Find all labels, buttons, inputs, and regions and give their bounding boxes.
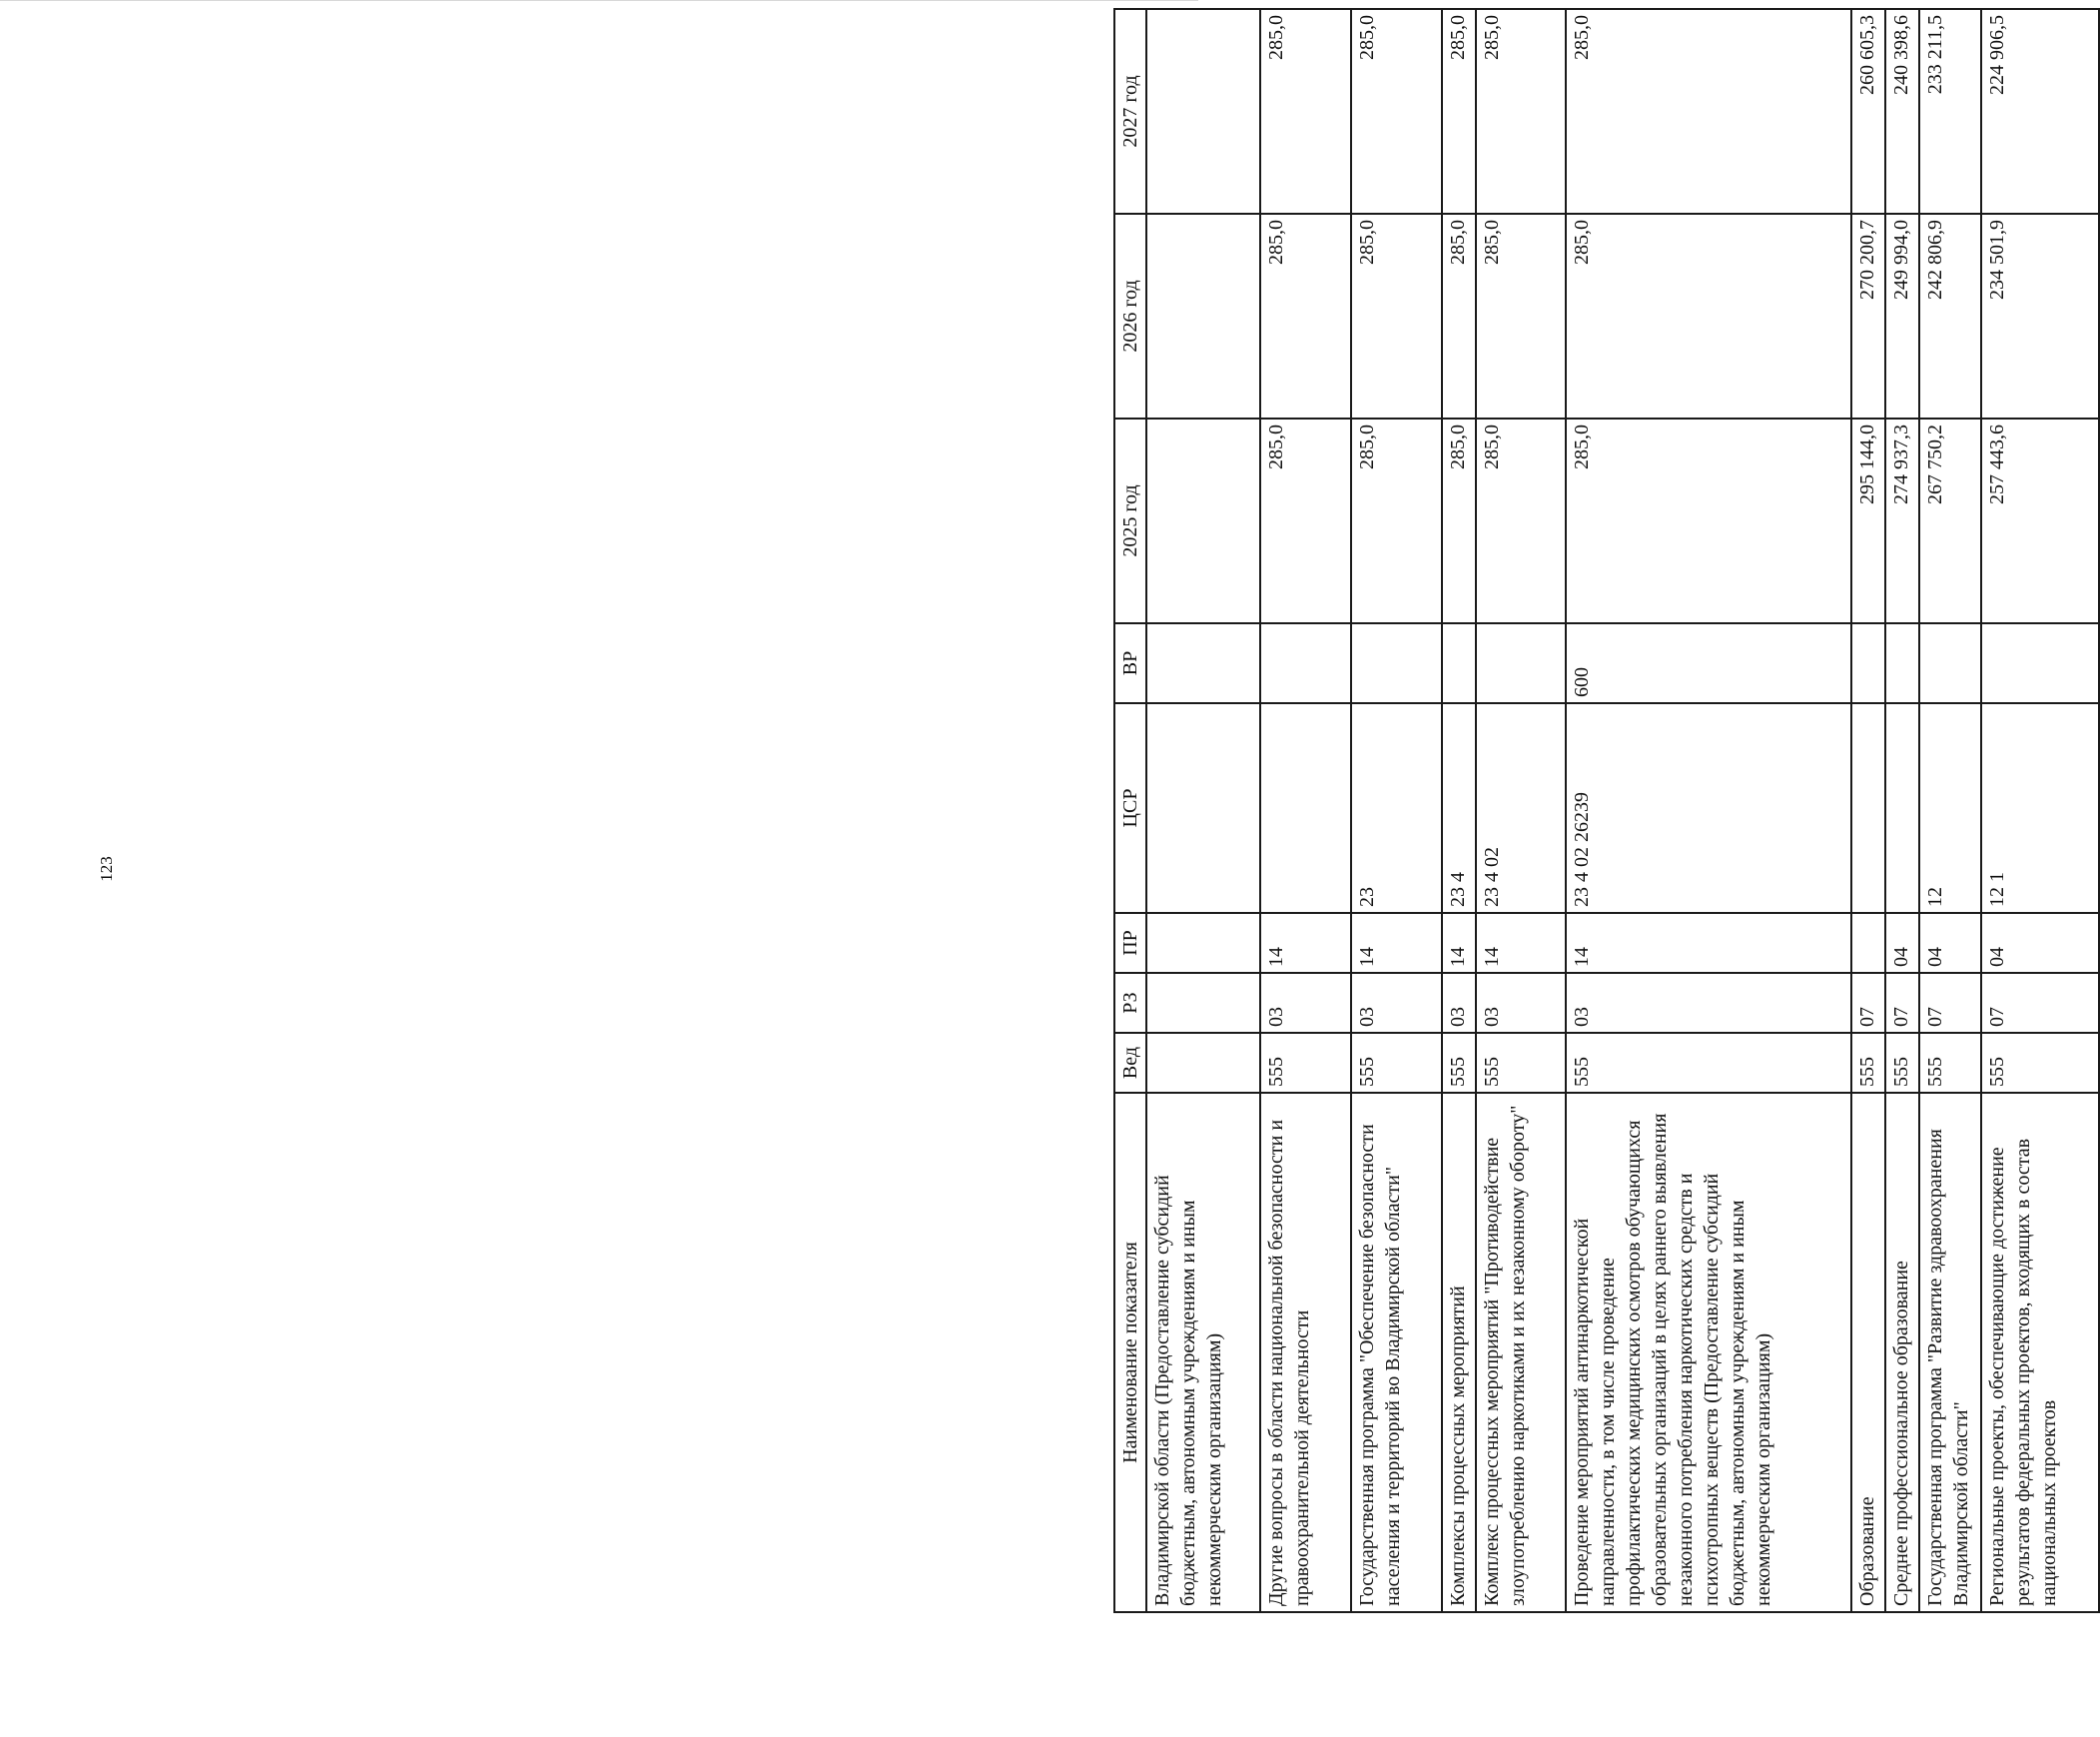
cell-ved: 555: [1919, 1033, 1981, 1093]
cell-2025: [1146, 419, 1260, 623]
budget-table: [1113, 8, 2100, 1613]
cell-2025: 285,0: [1260, 419, 1351, 623]
cell-name: Образование: [1851, 1093, 1885, 1612]
header-name: Наименование показателя: [1114, 1093, 1146, 1612]
cell-csr: 23 4: [1442, 703, 1476, 913]
table-header-row: [1114, 9, 1146, 1612]
cell-csr: [1260, 703, 1351, 913]
cell-2027: 233 211,5: [1919, 9, 1981, 214]
cell-pr: 04: [1885, 913, 1919, 973]
cell-pr: [1851, 913, 1885, 973]
cell-vr: [1260, 623, 1351, 703]
cell-2026: 242 806,9: [1919, 214, 1981, 419]
cell-2026: 249 994,0: [1885, 214, 1919, 419]
cell-2025: 257 443,6: [1981, 419, 2099, 623]
table-row: [1442, 9, 1476, 1612]
cell-vr: [1919, 623, 1981, 703]
cell-2027: [1146, 9, 1260, 214]
cell-rz: 03: [1442, 973, 1476, 1033]
cell-csr: [1146, 703, 1260, 913]
cell-name: Среднее профессиональное образование: [1885, 1093, 1919, 1612]
cell-pr: 14: [1566, 913, 1851, 973]
cell-ved: 555: [1885, 1033, 1919, 1093]
cell-2027: 285,0: [1476, 9, 1566, 214]
cell-csr: 23 4 02: [1476, 703, 1566, 913]
cell-2025: 267 750,2: [1919, 419, 1981, 623]
cell-vr: [1851, 623, 1885, 703]
cell-rz: 03: [1566, 973, 1851, 1033]
cell-2026: 285,0: [1442, 214, 1476, 419]
cell-rz: 03: [1351, 973, 1442, 1033]
cell-vr: [1351, 623, 1442, 703]
cell-name: Государственная программа "Развитие здравоохранения Владимирской области": [1919, 1093, 1981, 1612]
table-row: [1851, 9, 1885, 1612]
cell-name: Комплексы процессных мероприятий: [1442, 1093, 1476, 1612]
cell-pr: 14: [1260, 913, 1351, 973]
budget-table-rotated: [1113, 15, 2062, 1613]
cell-2027: 285,0: [1260, 9, 1351, 214]
header-2025: 2025 год: [1114, 419, 1146, 623]
cell-2025: 285,0: [1566, 419, 1851, 623]
cell-2026: 285,0: [1260, 214, 1351, 419]
cell-rz: 03: [1476, 973, 1566, 1033]
cell-rz: 07: [1981, 973, 2099, 1033]
cell-csr: 23: [1351, 703, 1442, 913]
table-row: [1351, 9, 1442, 1612]
cell-ved: [1146, 1033, 1260, 1093]
cell-vr: [1146, 623, 1260, 703]
cell-2026: 285,0: [1476, 214, 1566, 419]
cell-2027: 285,0: [1442, 9, 1476, 214]
header-csr: ЦСР: [1114, 703, 1146, 913]
cell-pr: 14: [1476, 913, 1566, 973]
cell-ved: 555: [1851, 1033, 1885, 1093]
cell-ved: 555: [1351, 1033, 1442, 1093]
cell-csr: [1885, 703, 1919, 913]
cell-2026: 285,0: [1351, 214, 1442, 419]
cell-2027: 224 906,5: [1981, 9, 2099, 214]
header-2026: 2026 год: [1114, 214, 1146, 419]
cell-rz: 03: [1260, 973, 1351, 1033]
cell-vr: 600: [1566, 623, 1851, 703]
cell-vr: [1476, 623, 1566, 703]
cell-2027: 260 605,3: [1851, 9, 1885, 214]
cell-rz: 07: [1885, 973, 1919, 1033]
cell-name: Государственная программа "Обеспечение безопасности населения и территорий во Владимирской области": [1351, 1093, 1442, 1612]
cell-2025: 285,0: [1476, 419, 1566, 623]
cell-2025: 295 144,0: [1851, 419, 1885, 623]
cell-2026: [1146, 214, 1260, 419]
cell-name: Владимирской области (Предоставление субсидий бюджетным, автономным учреждениям и иным некоммерческим организациям): [1146, 1093, 1260, 1612]
cell-pr: 14: [1442, 913, 1476, 973]
table-row: [1981, 9, 2099, 1612]
cell-2026: 270 200,7: [1851, 214, 1885, 419]
cell-2026: 234 501,9: [1981, 214, 2099, 419]
page-number: 123: [97, 856, 116, 882]
cell-pr: 04: [1919, 913, 1981, 973]
cell-2027: 285,0: [1351, 9, 1442, 214]
cell-name: Другие вопросы в области национальной безопасности и правоохранительной деятельности: [1260, 1093, 1351, 1612]
table-row: [1476, 9, 1566, 1612]
cell-2026: 285,0: [1566, 214, 1851, 419]
cell-ved: 555: [1442, 1033, 1476, 1093]
cell-2025: 285,0: [1442, 419, 1476, 623]
cell-csr: 23 4 02 26239: [1566, 703, 1851, 913]
cell-vr: [1885, 623, 1919, 703]
table-row: [1885, 9, 1919, 1612]
cell-pr: 04: [1981, 913, 2099, 973]
cell-ved: 555: [1566, 1033, 1851, 1093]
cell-ved: 555: [1260, 1033, 1351, 1093]
cell-vr: [1981, 623, 2099, 703]
table-row: [1919, 9, 1981, 1612]
cell-name: Региональные проекты, обеспечивающие достижение результатов федеральных проектов, входящих в состав национальных проектов: [1981, 1093, 2099, 1612]
cell-ved: 555: [1476, 1033, 1566, 1093]
table-row: [1146, 9, 1260, 1612]
cell-rz: [1146, 973, 1260, 1033]
scan-edge: [0, 0, 1198, 1]
header-2027: 2027 год: [1114, 9, 1146, 214]
cell-pr: 14: [1351, 913, 1442, 973]
cell-2027: 285,0: [1566, 9, 1851, 214]
header-rz: РЗ: [1114, 973, 1146, 1033]
cell-name: Проведение мероприятий антинаркотической направленности, в том числе проведение профилактических медицинских осмотров обучающихся образовательных организаций в целях раннего выявления незаконного потребления наркотических средств и психотропных веществ (Предоставление субсидий бюджетным, автономным учреждениям и иным некоммерческим организациям): [1566, 1093, 1851, 1612]
cell-ved: 555: [1981, 1033, 2099, 1093]
cell-rz: 07: [1851, 973, 1885, 1033]
cell-vr: [1442, 623, 1476, 703]
cell-csr: 12: [1919, 703, 1981, 913]
header-vr: ВР: [1114, 623, 1146, 703]
cell-csr: [1851, 703, 1885, 913]
cell-2027: 240 398,6: [1885, 9, 1919, 214]
cell-2025: 285,0: [1351, 419, 1442, 623]
cell-name: Комплекс процессных мероприятий "Противодействие злоупотреблению наркотиками и их незаконному обороту": [1476, 1093, 1566, 1612]
table-row: [1566, 9, 1851, 1612]
cell-rz: 07: [1919, 973, 1981, 1033]
cell-csr: 12 1: [1981, 703, 2099, 913]
header-pr: ПР: [1114, 913, 1146, 973]
header-ved: Вед: [1114, 1033, 1146, 1093]
cell-pr: [1146, 913, 1260, 973]
cell-2025: 274 937,3: [1885, 419, 1919, 623]
table-row: [1260, 9, 1351, 1612]
